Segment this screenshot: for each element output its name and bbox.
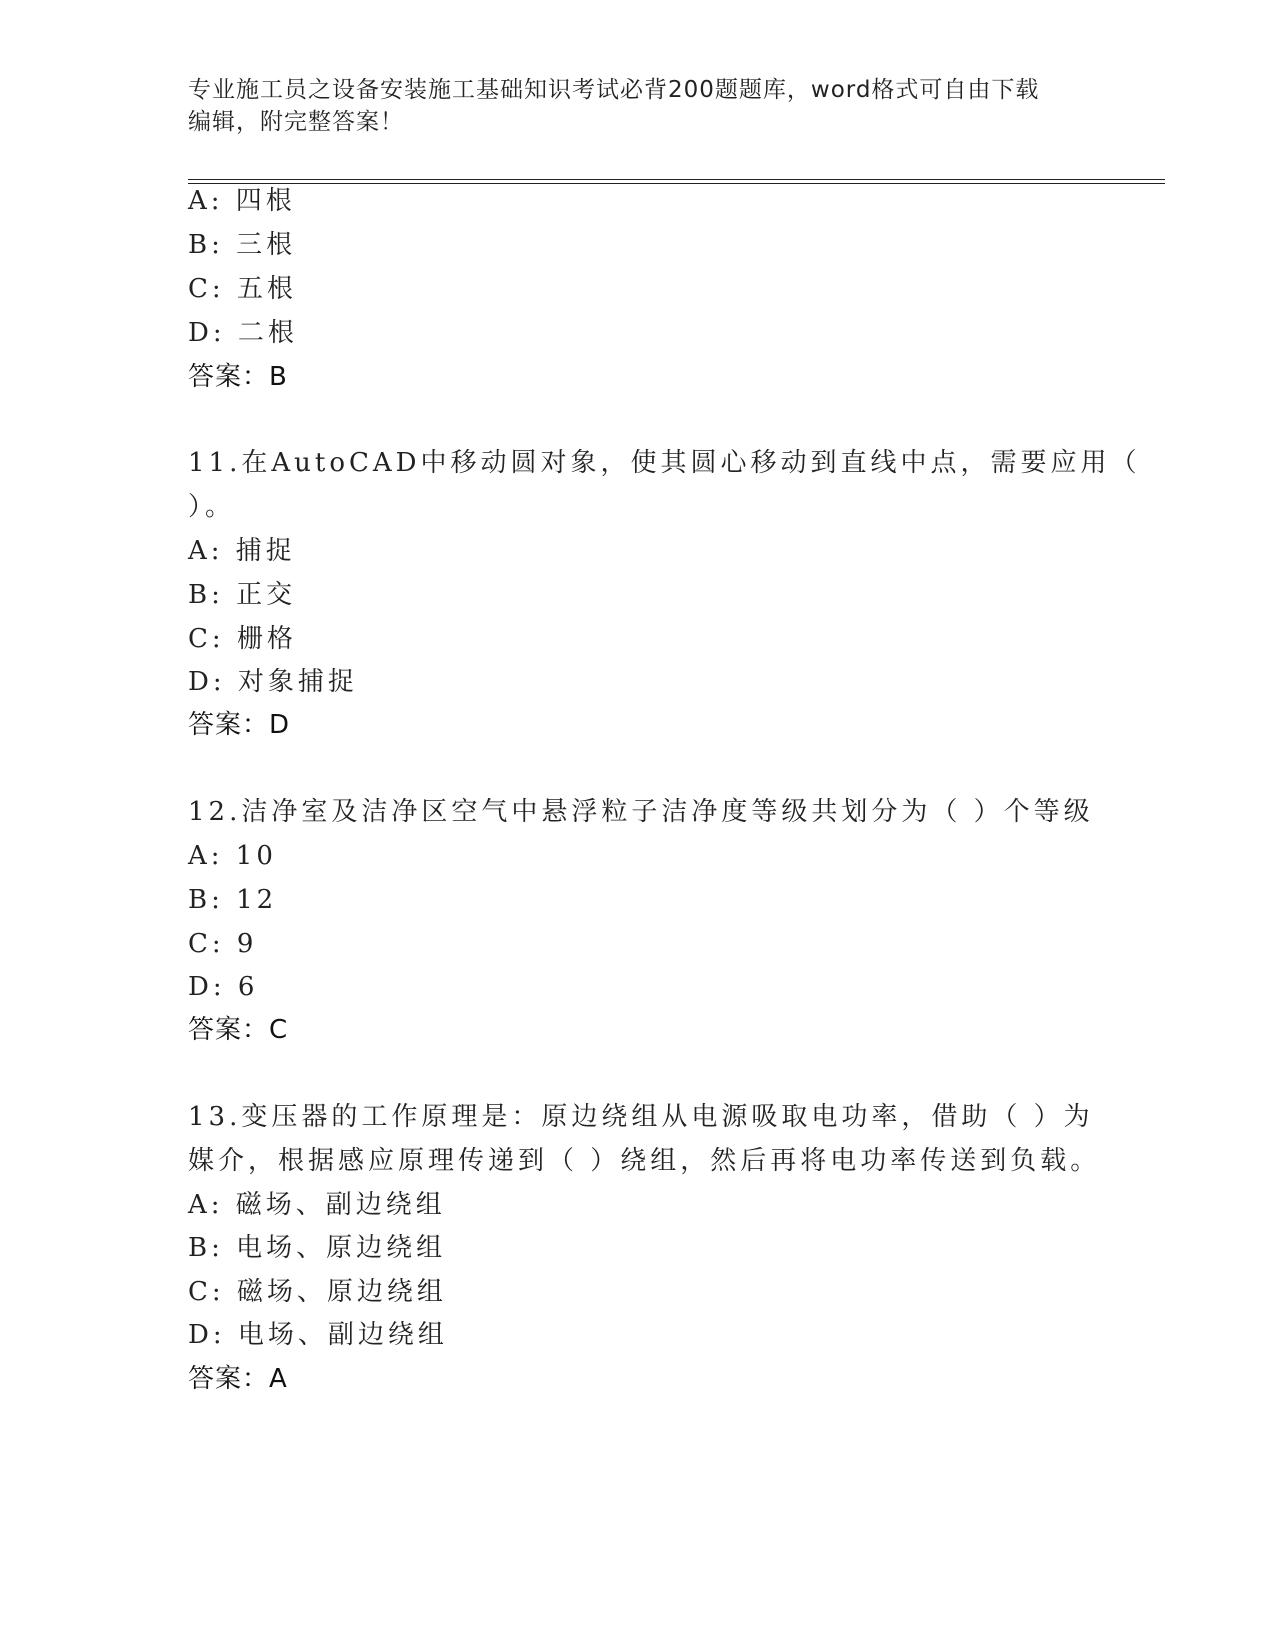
q11-option-d: D: 对象捕捉 — [188, 667, 358, 697]
q13-option-a: A: 磁场、副边绕组 — [188, 1190, 446, 1220]
q12-option-a: A: 10 — [188, 841, 277, 871]
q10-option-b: B: 三根 — [188, 230, 297, 260]
q13-option-b: B: 电场、原边绕组 — [188, 1233, 447, 1263]
q10-answer: 答案：B — [188, 362, 288, 392]
q11-option-b: B: 正交 — [188, 580, 297, 610]
q11-stem-line-2: ）。 — [188, 492, 236, 522]
header-divider-top — [188, 179, 1165, 180]
q12-option-b: B: 12 — [188, 885, 278, 915]
q11-answer: 答案：D — [188, 710, 291, 740]
document-header — [188, 74, 1088, 138]
q13-option-c: C: 磁场、原边绕组 — [188, 1277, 447, 1307]
q13-answer: 答案：A — [188, 1364, 288, 1394]
q12-option-d: D: 6 — [188, 972, 259, 1002]
q13-stem-line-1: 13.变压器的工作原理是：原边绕组从电源吸取电功率，借助（ ）为 — [188, 1102, 1094, 1132]
q11-stem-line-1: 11.在AutoCAD中移动圆对象，使其圆心移动到直线中点，需要应用（ — [188, 448, 1141, 478]
q11-option-a: A: 捕捉 — [188, 536, 296, 566]
q12-option-c: C: 9 — [188, 929, 258, 959]
header-divider-bottom — [188, 183, 1165, 184]
q12-answer: 答案：C — [188, 1015, 289, 1045]
q10-option-a: A: 四根 — [188, 186, 296, 216]
q12-stem-line-1: 12.洁净室及洁净区空气中悬浮粒子洁净度等级共划分为（ ）个等级 — [188, 797, 1094, 827]
q10-option-c: C: 五根 — [188, 274, 297, 304]
header-line-2: 编辑，附完整答案！ — [188, 109, 404, 135]
q13-stem-line-2: 媒介，根据感应原理传递到（ ）绕组，然后再将电功率传送到负载。 — [188, 1146, 1101, 1176]
q13-option-d: D: 电场、副边绕组 — [188, 1320, 448, 1350]
q10-option-d: D: 二根 — [188, 318, 298, 348]
header-line-1: 专业施工员之设备安装施工基础知识考试必背200题题库，word格式可自由下载 — [188, 77, 1040, 103]
q11-option-c: C: 栅格 — [188, 624, 297, 654]
